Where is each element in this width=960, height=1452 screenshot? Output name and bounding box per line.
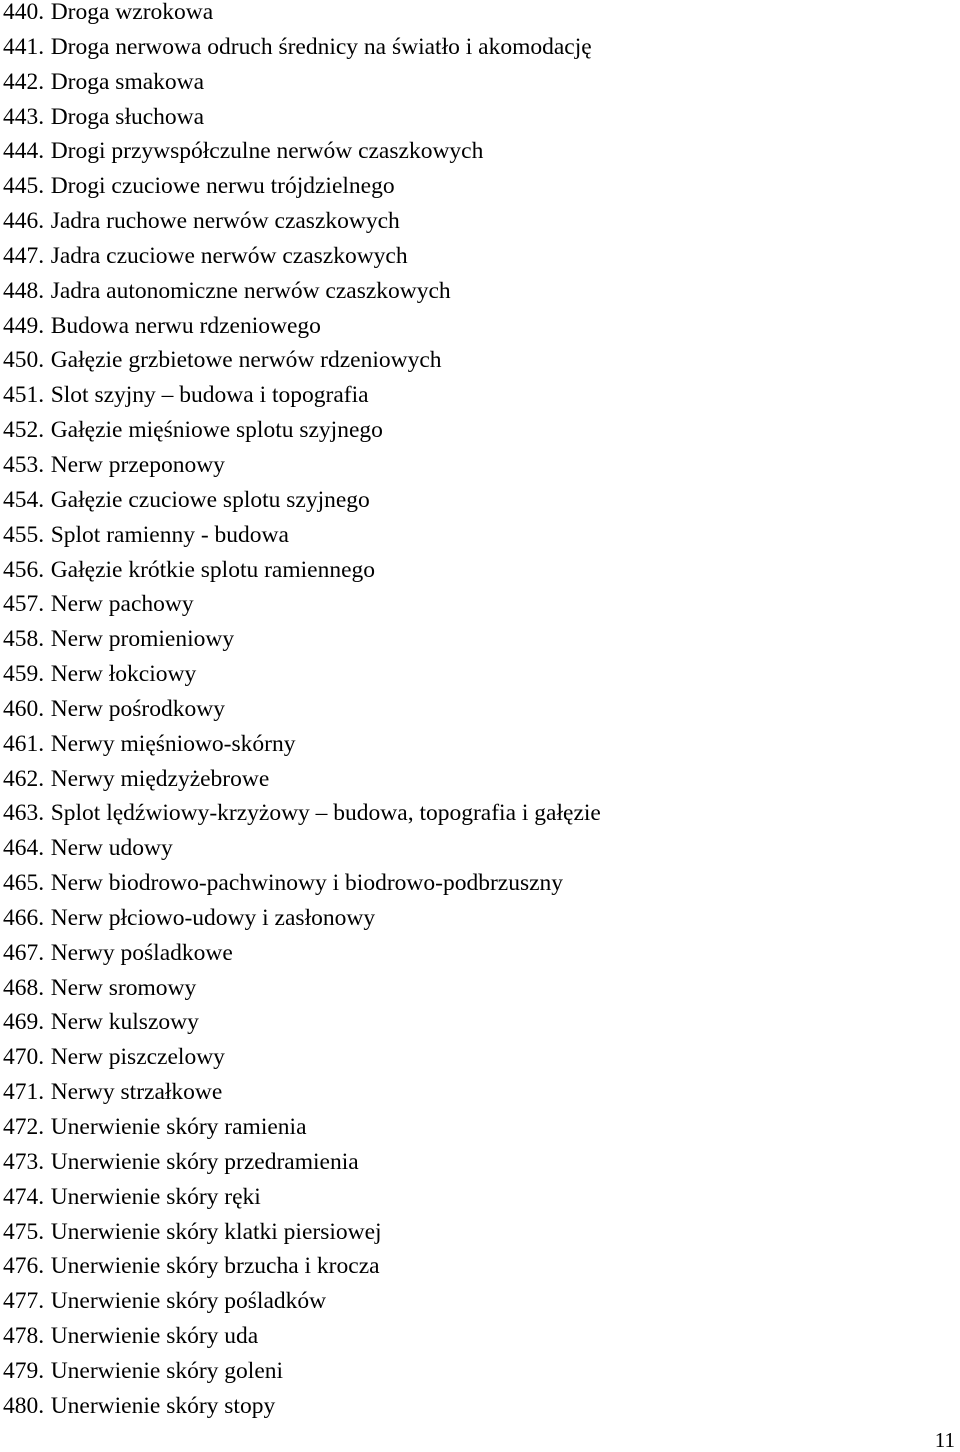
list-item: [3, 906, 601, 941]
item-number: 460.: [3, 695, 45, 722]
item-number: 459.: [3, 661, 45, 688]
item-title: Droga smakowa: [50, 68, 205, 95]
list-item: [3, 801, 601, 836]
item-title: Droga nerwowa odruch średnicy na światło i akomodację: [50, 33, 592, 60]
list-item: [3, 35, 601, 70]
list-item: [3, 767, 601, 802]
item-number: 465.: [3, 870, 45, 897]
item-title: Unerwienie skóry stopy: [50, 1392, 276, 1419]
list-item: [3, 1254, 601, 1289]
item-title: Splot ramienny - budowa: [50, 521, 289, 548]
item-number: 475.: [3, 1218, 45, 1245]
item-title: Jadra autonomiczne nerwów czaszkowych: [50, 277, 451, 304]
item-number: 478.: [3, 1323, 45, 1350]
item-number: 443.: [3, 103, 45, 130]
item-title: Slot szyjny – budowa i topografia: [50, 382, 369, 409]
item-number: 469.: [3, 1009, 45, 1036]
item-title: Unerwienie skóry uda: [50, 1323, 259, 1350]
list-item: [3, 209, 601, 244]
list-item: [3, 836, 601, 871]
item-number: 458.: [3, 626, 45, 653]
item-title: Unerwienie skóry ręki: [50, 1183, 261, 1210]
list-item: [3, 627, 601, 662]
list-item: [3, 1185, 601, 1220]
item-title: Nerw biodrowo-pachwinowy i biodrowo-podbrzuszny: [50, 870, 564, 897]
item-title: Gałęzie czuciowe splotu szyjnego: [50, 486, 370, 513]
list-item: [3, 592, 601, 627]
item-number: 461.: [3, 730, 45, 757]
item-title: Gałęzie krótkie splotu ramiennego: [50, 556, 376, 583]
item-title: Nerwy mięśniowo-skórny: [50, 730, 296, 757]
item-title: Nerw sromowy: [50, 974, 197, 1001]
item-title: Droga słuchowa: [50, 103, 205, 130]
item-number: 474.: [3, 1183, 45, 1210]
list-item: [3, 0, 601, 35]
item-number: 447.: [3, 242, 45, 269]
list-item: [3, 523, 601, 558]
item-number: 457.: [3, 591, 45, 618]
item-number: 463.: [3, 800, 45, 827]
item-title: Nerwy międzyżebrowe: [50, 765, 270, 792]
item-title: Splot lędźwiowy-krzyżowy – budowa, topografia i gałęzie: [50, 800, 601, 827]
item-title: Droga wzrokowa: [50, 0, 214, 25]
list-item: [3, 941, 601, 976]
item-title: Unerwienie skóry ramienia: [50, 1114, 307, 1140]
item-number: 449.: [3, 312, 45, 339]
list-item: [3, 105, 601, 140]
list-item: [3, 139, 601, 174]
item-title: Unerwienie skóry brzucha i krocza: [50, 1253, 380, 1280]
item-title: Nerw piszczelowy: [50, 1044, 225, 1071]
item-title: Gałęzie grzbietowe nerwów rdzeniowych: [50, 347, 442, 374]
item-title: Unerwienie skóry pośladków: [50, 1288, 327, 1315]
list-item: [3, 453, 601, 488]
item-number: 464.: [3, 835, 45, 862]
item-title: Jadra ruchowe nerwów czaszkowych: [50, 208, 400, 235]
list-item: [3, 418, 601, 453]
item-title: Drogi czuciowe nerwu trójdzielnego: [50, 173, 395, 200]
item-title: Budowa nerwu rdzeniowego: [50, 312, 321, 339]
list-item: [3, 732, 601, 767]
list-item: [3, 348, 601, 383]
item-number: 440.: [3, 0, 45, 25]
list-item: [3, 1220, 601, 1255]
list-item: [3, 976, 601, 1011]
topic-list: [3, 0, 601, 1429]
item-number: 467.: [3, 939, 45, 966]
item-title: Unerwienie skóry klatki piersiowej: [50, 1218, 382, 1245]
item-number: 453.: [3, 451, 45, 478]
list-item: [3, 1324, 601, 1359]
item-number: 462.: [3, 765, 45, 792]
item-number: 451.: [3, 382, 45, 409]
item-title: Nerw udowy: [50, 835, 173, 862]
list-item: [3, 1045, 601, 1080]
list-item: [3, 383, 601, 418]
item-number: 445.: [3, 173, 45, 200]
list-item: [3, 244, 601, 279]
item-title: Nerwy strzałkowe: [50, 1079, 223, 1106]
item-number: 468.: [3, 974, 45, 1001]
item-number: 456.: [3, 556, 45, 583]
list-item: [3, 1010, 601, 1045]
item-title: Nerw przeponowy: [50, 451, 225, 478]
item-number: 476.: [3, 1253, 45, 1280]
item-number: 446.: [3, 208, 45, 235]
item-title: Nerw pośrodkowy: [50, 695, 225, 722]
item-number: 472.: [3, 1114, 45, 1140]
list-item: [3, 1080, 601, 1115]
list-item: [3, 558, 601, 593]
item-number: 441.: [3, 33, 45, 60]
list-item: [3, 279, 601, 314]
item-number: 470.: [3, 1044, 45, 1071]
item-title: Jadra czuciowe nerwów czaszkowych: [50, 242, 408, 269]
item-number: 477.: [3, 1288, 45, 1315]
list-item: [3, 871, 601, 906]
item-number: 479.: [3, 1357, 45, 1384]
list-item: [3, 1289, 601, 1324]
item-number: 442.: [3, 68, 45, 95]
list-item: [3, 70, 601, 105]
item-number: 444.: [3, 138, 45, 165]
item-title: Nerw pachowy: [50, 591, 194, 618]
item-title: Drogi przywspółczulne nerwów czaszkowych: [50, 138, 484, 165]
list-item: [3, 488, 601, 523]
item-number: 466.: [3, 904, 45, 931]
item-number: 455.: [3, 521, 45, 548]
item-number: 450.: [3, 347, 45, 374]
item-number: 473.: [3, 1148, 45, 1175]
item-title: Unerwienie skóry przedramienia: [50, 1148, 359, 1175]
page-number: 11: [934, 1428, 955, 1452]
item-title: Nerw płciowo-udowy i zasłonowy: [50, 904, 376, 931]
item-number: 480.: [3, 1392, 45, 1419]
item-number: 471.: [3, 1079, 45, 1106]
item-title: Nerw łokciowy: [50, 661, 197, 688]
item-number: 448.: [3, 277, 45, 304]
item-title: Unerwienie skóry goleni: [50, 1357, 284, 1384]
item-number: 454.: [3, 486, 45, 513]
list-item: [3, 662, 601, 697]
list-item: [3, 174, 601, 209]
item-title: Nerw promieniowy: [50, 626, 235, 653]
list-item: [3, 1394, 601, 1429]
item-title: Nerw kulszowy: [50, 1009, 199, 1036]
list-item: [3, 314, 601, 349]
item-number: 452.: [3, 417, 45, 444]
item-title: Nerwy pośladkowe: [50, 939, 233, 966]
list-item: [3, 1115, 601, 1150]
item-title: Gałęzie mięśniowe splotu szyjnego: [50, 417, 383, 444]
list-item: [3, 697, 601, 732]
list-item: [3, 1150, 601, 1185]
list-item: [3, 1359, 601, 1394]
